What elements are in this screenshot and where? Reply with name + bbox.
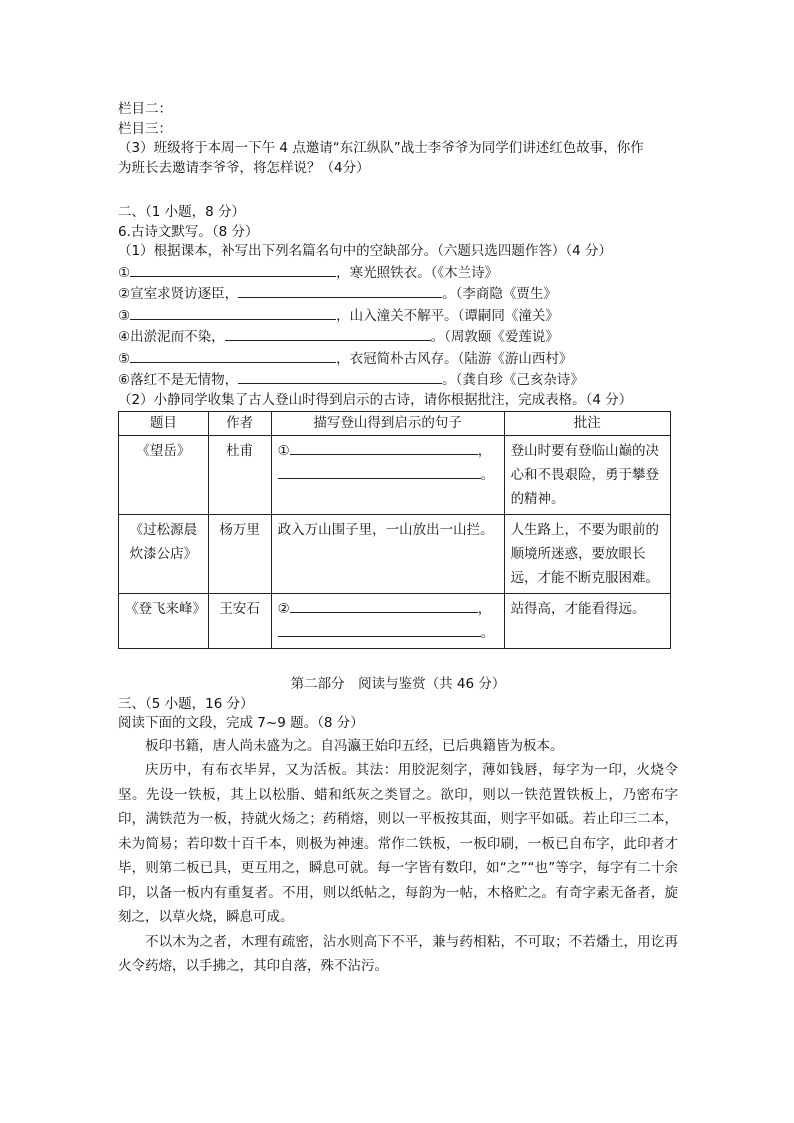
- header-author: 作者: [208, 412, 271, 436]
- table-row: [119, 436, 671, 515]
- section-3-heading: 三、（5 小题，16 分）: [118, 695, 254, 712]
- question-6-part-2: （2）小静同学收集了古人登山时得到启示的古诗，请你根据批注，完成表格。（4 分）: [118, 391, 633, 408]
- poem-author: 杜甫: [208, 436, 271, 515]
- poem-note: 人生路上，不要为眼前的顺境所迷惑，要放眼长远，才能不断克服困难。: [504, 515, 670, 594]
- poem-author: 杨万里: [208, 515, 271, 594]
- reading-intro: 阅读下面的文段，完成 7~9 题。（8 分）: [118, 715, 364, 731]
- answer-blank[interactable]: [130, 262, 336, 277]
- question-3-line-2: 为班长去邀请李爷爷，将怎样说？（4分）: [118, 159, 370, 176]
- passage-paragraph-3: 不以木为之者，木理有疏密，沾水则高下不平，兼与药相粘，不可取；不若燔土，用讫再火令药熔，以手拂之，其印自落，殊不沾污。: [118, 933, 678, 974]
- fill-item-4: ④出淤泥而不染， 。（周敦颐《爱莲说》: [118, 326, 678, 348]
- answer-blank[interactable]: [278, 464, 481, 479]
- fill-item-6: ⑥落红不是无情物， 。（龚自珍《己亥杂诗》: [118, 369, 678, 391]
- answer-blank[interactable]: [130, 305, 336, 320]
- table-header-row: [119, 412, 671, 436]
- header-title: 题目: [119, 412, 209, 436]
- answer-blank[interactable]: [238, 283, 442, 298]
- question-6-part-1: （1）根据课本，补写出下列名篇名句中的空缺部分。（六题只选四题作答）（4 分）: [118, 243, 612, 259]
- passage-paragraph-2: 庆历中，有布衣毕昇，又为活板。其法：用胶泥刻字，薄如钱唇，每字为一印，火烧令坚。先设一铁板，其上以松脂、蜡和纸灰之类冒之。欲印，则以一铁范置铁板上，乃密布字印，满铁范为一板，持就火炀之；药稍熔，则以一平板按其面，则字平如砥。若止印三二本，未为简易；若印数十百千本，则极为神速。常作二铁板，一板印刷，一板已自布字，此印者才毕，则第二板已具，更互用之，瞬息可就。每一字皆有数印，如“之”“也”等字，每字有二十余印，以备一板内有重复者。不用，则以纸帖之，每韵为一帖，木格贮之。有奇字素无备者，旋刻之，以草火烧，瞬息可成。: [118, 762, 678, 925]
- question-3-line-1: （3）班级将于本周一下午 4 点邀请“东江纵队”战士李爷爷为同学们讲述红色故事，你作: [118, 140, 644, 156]
- header-sentence: 描写登山得到启示的句子: [271, 412, 504, 436]
- column-three-label: 栏目三：: [118, 120, 172, 137]
- section-2-heading: 二、（1 小题，8 分）: [118, 204, 246, 220]
- poem-title: 《过松源晨炊漆公店》: [119, 515, 209, 594]
- poem-note: 登山时要有登临山巅的决心和不畏艰险，勇于攀登的精神。: [504, 436, 670, 515]
- poem-table: [118, 411, 671, 649]
- header-note: 批注: [504, 412, 670, 436]
- poem-sentence: 政入万山围子里，一山放出一山拦。: [271, 515, 504, 594]
- sentence-cell: ① ， 。: [271, 436, 504, 515]
- answer-blank[interactable]: [238, 369, 442, 384]
- poem-note: 站得高，才能看得远。: [504, 594, 670, 649]
- fill-item-2: ②宣室求贤访逐臣， 。（李商隐《贾生》: [118, 283, 678, 305]
- sentence-cell: ② ， 。: [271, 594, 504, 649]
- passage-paragraph-1: 板印书籍，唐人尚未盛为之。自冯瀛王始印五经，已后典籍皆为板本。: [145, 737, 564, 754]
- answer-blank[interactable]: [278, 622, 481, 637]
- fill-item-5: ⑤ ，衣冠简朴古风存。（陆游《游山西村》: [118, 348, 678, 370]
- answer-blank[interactable]: [130, 348, 336, 363]
- poem-title: 《望岳》: [119, 436, 209, 515]
- question-6-title: 6.古诗文默写。（8 分）: [118, 223, 259, 240]
- poem-title: 《登飞来峰》: [119, 594, 209, 649]
- fill-item-1: ① ，寒光照铁衣。（《木兰诗》: [118, 262, 678, 284]
- table-row: [119, 515, 671, 594]
- poem-author: 王安石: [208, 594, 271, 649]
- column-two-label: 栏目二：: [118, 101, 172, 117]
- exam-page: [118, 100, 678, 979]
- answer-blank[interactable]: [290, 598, 478, 613]
- answer-blank[interactable]: [290, 440, 478, 455]
- table-row: [119, 594, 671, 649]
- answer-blank[interactable]: [225, 326, 431, 341]
- fill-item-3: ③ ，山入潼关不解平。（谭嗣同《潼关》: [118, 305, 678, 327]
- part-2-title: 第二部分 阅读与鉴赏（共 46 分）: [290, 676, 506, 692]
